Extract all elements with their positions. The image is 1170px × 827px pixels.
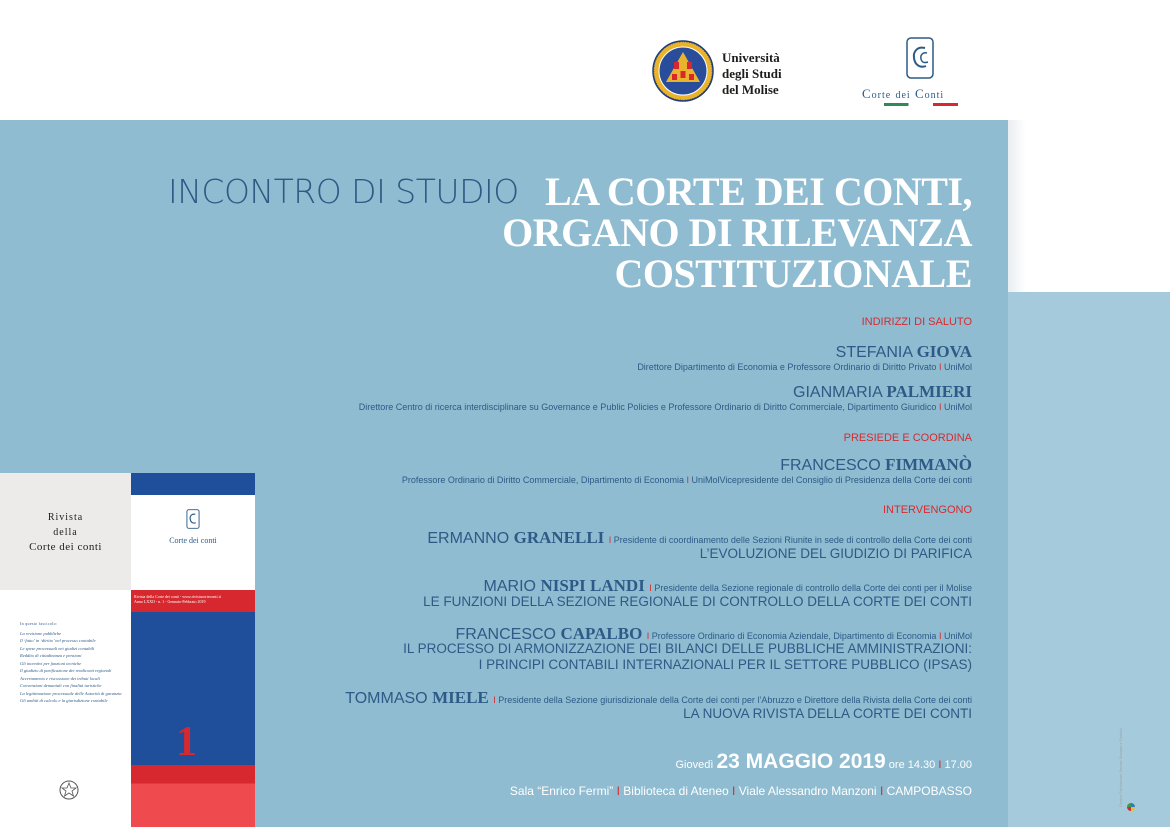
corte-letters-onti: onti [924,90,945,101]
speaker-first-name: FRANCESCO [780,457,881,474]
speaker-role-text: Presidente di coordinamento delle Sezioni Riunite in sede di controllo della Corte dei conti [613,535,972,545]
toc-item: Il giudizio di parificazione dei rendiconti regionali [20,668,112,673]
speaker-last-name: PALMIERI [886,382,972,401]
speaker-first-name: ERMANNO [427,530,510,547]
title-line-1: LA CORTE DEI CONTI, [545,169,972,214]
speaker-last-name: NISPI LANDI [540,576,645,595]
speaker-role-text: Direttore Centro di ricerca interdisciplinare su Governance e Public Policies e Professore Ordinario di Diritto Commerciale, Dipartimento Giuridico [358,402,937,412]
speaker-granelli-line: ERMANNO GRANELLI I Presidente di coordinamento delle Sezioni Riunite in sede di controllo della Corte dei conti [427,528,972,547]
unimol-seal-logo [652,40,714,102]
speaker-palmieri-role: Direttore Centro di ricerca interdisciplinare su Governance e Public Policies e Professore Ordinario di Diritto Commerciale, Dipartimento Giuridico I UniMol [358,402,972,412]
speaker-nispi-landi-line: MARIO NISPI LANDI I Presidente della Sezione regionale di controllo della Corte dei conti per il Molise [483,576,972,595]
speaker-last-name: GRANELLI [513,528,605,547]
speaker-last-name: FIMMANÒ [885,455,972,474]
event-venue: Sala “Enrico Fermi” [509,784,614,798]
event-library: Biblioteca di Ateneo [623,784,729,798]
toc-item: Reddito di cittadinanza e pensioni [20,653,82,658]
speaker-last-name: CAPALBO [560,624,643,643]
event-time-end: 17.00 [944,759,972,771]
event-date: 23 MAGGIO 2019 [716,750,886,773]
speaker-palmieri-name [793,382,972,402]
section-presiede-label: PRESIEDE E COORDINA [843,432,972,444]
unimol-line-1: Università [722,50,780,65]
magazine-meta [134,594,221,604]
magazine-toc [20,620,128,705]
toc-item: Gli ambiti di calcolo e la giurisdizione contabile [20,698,108,703]
magazine-corte-mark-icon [186,508,200,530]
speaker-fimmano-role: Professore Ordinario di Diritto Commerciale, Dipartimento di Economia I UniMolVicepresidente del Consiglio di Presidenza della Corte dei conti [401,475,972,485]
speaker-capalbo-topic-2: I PRINCIPI CONTABILI INTERNAZIONALI PER IL SETTORE PUBBLICO (IPSAS) [478,657,972,672]
print-credit: Centro Produzione Servizi Stampa e Grafica [1118,728,1123,807]
speaker-miele-topic: LA NUOVA RIVISTA DELLA CORTE DEI CONTI [683,706,972,721]
speaker-miele-line: TOMMASO MIELE I Presidente della Sezione giurisdizionale della Corte dei conti per l’Abruzzo e Direttore della Rivista della Corte dei conti [345,688,972,707]
corte-word-dei: dei [895,90,911,101]
tricolor-bar [884,103,958,106]
magazine-title-3: Corte dei conti [29,541,102,553]
magazine-title [0,510,131,555]
speaker-first-name: FRANCESCO [455,626,556,643]
toc-item: Le spese processuali nei giudizi contabili [20,645,95,651]
printer-logo-icon [1127,803,1135,811]
section-intervengono-label: INTERVENGONO [882,504,972,516]
magazine-cover-bottom-band [131,765,255,827]
event-day: Giovedì [675,759,714,771]
unimol-name [722,50,782,98]
speaker-first-name: GIANMARIA [793,384,882,401]
unimol-line-3: del Molise [722,82,779,97]
speaker-role-text: Direttore Dipartimento di Economia e Professore Ordinario di Diritto Privato [637,362,937,372]
speaker-role-text: Professore Ordinario di Economia Aziendale, Dipartimento di Economia [651,631,937,641]
speaker-giova-name [836,342,972,362]
event-city: CAMPOBASSO [886,784,972,798]
speaker-last-name: MIELE [432,688,489,707]
magazine-issue-number: 1 [176,719,197,765]
magazine-meta-1: Rivista della Corte dei conti - www.rivistacorteconti.it [134,594,221,599]
speaker-last-name: GIOVA [916,342,972,361]
corte-dei-conti-mark-logo [905,36,935,80]
toc-item: Accertamento e riscossione dei tributi locali [20,675,100,681]
toc-item: Convenzioni demaniali con finalità turistiche [20,683,102,688]
event-type-label: INCONTRO DI STUDIO [168,172,519,211]
corte-letter-c2: C [914,86,925,101]
speaker-nispi-landi-topic: LE FUNZIONI DELLA SEZIONE REGIONALE DI CONTROLLO DELLA CORTE DEI CONTI [423,594,972,609]
event-venue-line: Sala “Enrico Fermi” I Biblioteca di Ateneo I Viale Alessandro Manzoni I CAMPOBASSO [509,784,972,798]
speaker-granelli-topic: L’EVOLUZIONE DEL GIUDIZIO DI PARIFICA [699,546,972,561]
speaker-role-text: Presidente della Sezione giurisdizionale della Corte dei conti per l’Abruzzo e Direttore della Rivista della Corte dei conti [498,695,972,705]
magazine-title-2: della [53,527,78,538]
toc-item: Gli incentivi per funzioni tecniche [20,660,82,666]
magazine-meta-2: Anno LXXII - n. 1 - Gennaio-Febbraio 2019 [134,599,206,604]
speaker-org-text: UniMol [943,402,972,412]
speaker-first-name: STEFANIA [835,344,913,361]
speaker-org-text: UniMolVicepresidente del Consiglio di Presidenza della Corte dei conti [691,475,972,485]
speaker-role-text: Professore Ordinario di Diritto Commerciale, Dipartimento di Economia [401,475,684,485]
speaker-role-text: Presidente della Sezione regionale di controllo della Corte dei conti per il Molise [654,583,972,593]
corte-letter-c1: C [862,86,872,101]
toc-item: La legittimazione processuale delle Autorità di garanzia [20,690,122,696]
corte-letters-orte: orte [871,90,892,101]
event-time-start: ore 14.30 [888,759,936,771]
event-date-line: Giovedì 23 MAGGIO 2019 ore 14.30 I 17.00 [675,750,972,773]
italian-republic-emblem-icon [58,778,80,802]
magazine-toc-head: In questo fascicolo: [20,621,58,626]
speaker-capalbo-line: FRANCESCO CAPALBO I Professore Ordinario di Economia Aziendale, Dipartimento di Economia I UniMol [455,624,972,643]
magazine-corte-name: Corte dei conti [169,536,217,545]
side-background-panel [1008,292,1170,827]
event-street: Viale Alessandro Manzoni [738,784,877,798]
speaker-org-text: UniMol [943,631,972,641]
title-line-2: ORGANO DI RILEVANZA [502,210,972,255]
panel-shadow [1008,120,1026,292]
title-line-3: COSTITUZIONALE [614,251,972,296]
speaker-capalbo-topic-1: IL PROCESSO DI ARMONIZZAZIONE DEI BILANCI DELLE PUBBLICHE AMMINISTRAZIONI: [403,641,972,656]
speaker-org-text: UniMol [943,362,972,372]
magazine-cover-logo-area [131,473,255,590]
section-saluto-label: INDIRIZZI DI SALUTO [861,316,972,328]
toc-item: La revisione pubbliche [20,630,62,636]
speaker-fimmano-name [780,455,972,475]
corte-dei-conti-name [862,86,944,102]
toc-item: Il ‘fatto’ in ‘diritto’ nel processo contabile [20,638,96,643]
unimol-line-2: degli Studi [722,66,782,81]
magazine-title-1: Rivista [47,512,84,523]
speaker-giova-role: Direttore Dipartimento di Economia e Professore Ordinario di Diritto Privato I UniMol [637,362,972,372]
speaker-first-name: TOMMASO [345,690,428,707]
speaker-first-name: MARIO [483,578,536,595]
